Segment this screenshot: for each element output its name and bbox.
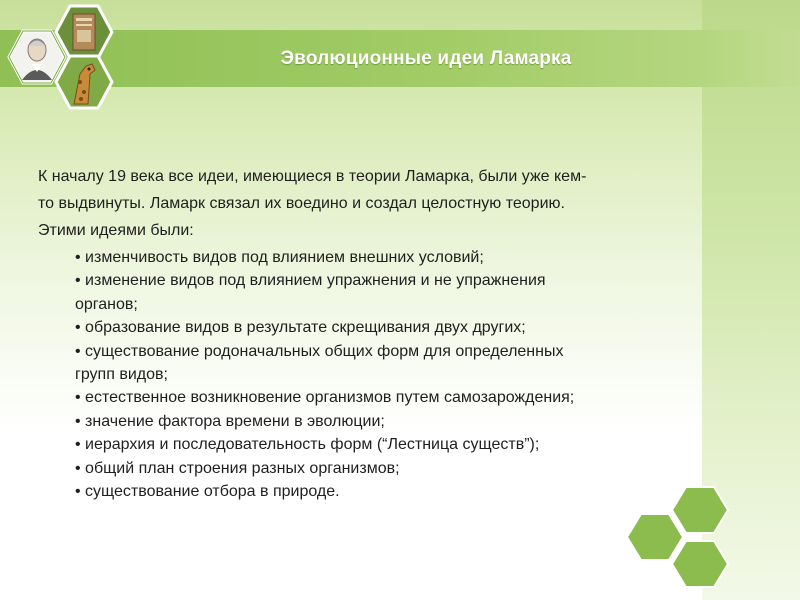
idea-item: • общий план строения разных организмов; <box>75 459 400 477</box>
portrait-image <box>9 31 65 83</box>
idea-item: • естественное возникновение организмов путем самозарождения; <box>75 389 575 407</box>
idea-item: • образование видов в результате скрещивания двух других; <box>75 319 526 337</box>
intro-line: то выдвинуты. Ламарк связал их воедино и создал целостную теорию. <box>38 195 565 212</box>
idea-item: • изменчивость видов под влиянием внешних условий; <box>75 249 484 266</box>
hexagon-shape <box>672 487 728 533</box>
ideas-list <box>75 246 698 503</box>
giraffe-image <box>56 56 112 108</box>
decorative-hexagons <box>620 480 760 595</box>
hexagon-shape <box>672 541 728 587</box>
intro-line: К началу 19 века все идеи, имеющиеся в теории Ламарка, были уже кем- <box>38 168 587 185</box>
idea-item: • существование родоначальных общих форм для определенных <box>75 342 564 360</box>
idea-item-continuation: органов; <box>75 295 138 313</box>
slide-title: Эволюционные идеи Ламарка <box>280 47 572 69</box>
idea-item-continuation: групп видов; <box>75 366 168 384</box>
idea-item: • изменение видов под влиянием упражнения и не упражнения <box>75 272 546 290</box>
idea-item: • существование отбора в природе. <box>75 483 340 501</box>
book-image <box>56 6 112 58</box>
hexagon-shape <box>627 514 683 560</box>
hex-image-cluster <box>0 0 150 115</box>
idea-item: • значение фактора времени в эволюции; <box>75 412 385 430</box>
idea-item: • иерархия и последовательность форм (“Лестница существ”); <box>75 436 540 454</box>
slide-body <box>38 163 698 503</box>
intro-line: Этими идеями были: <box>38 222 194 239</box>
